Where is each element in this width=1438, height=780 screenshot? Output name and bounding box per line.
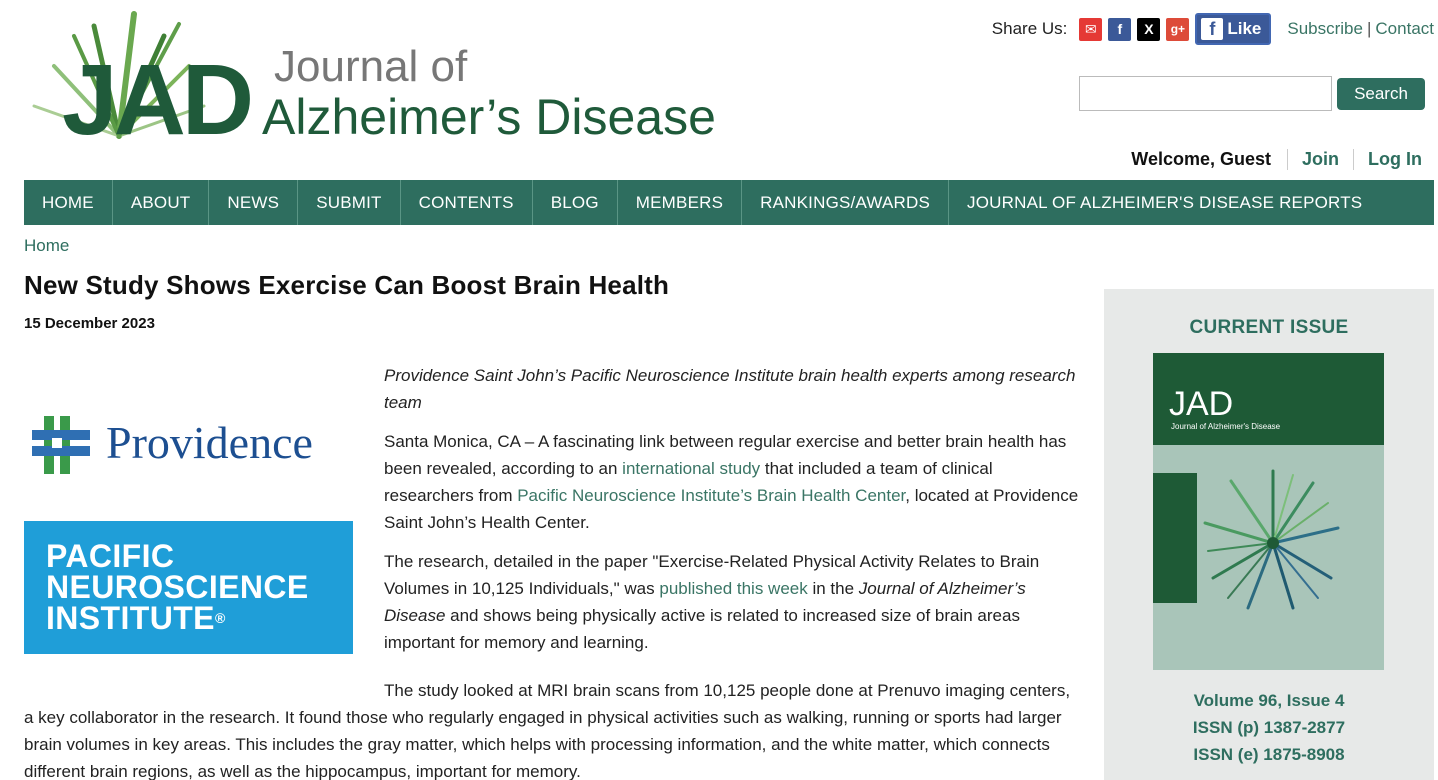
article-body <box>384 362 1084 668</box>
search-button[interactable]: Search <box>1337 78 1425 110</box>
pni-logo-line2: NEUROSCIENCE <box>46 569 309 605</box>
logo-line2: Alzheimer’s Disease <box>262 89 716 145</box>
main-nav <box>24 180 1434 225</box>
logo-line1: Journal of <box>274 42 468 91</box>
providence-cross-icon <box>32 416 90 474</box>
facebook-like-button[interactable] <box>1195 13 1271 45</box>
nav-members[interactable]: MEMBERS <box>618 180 742 225</box>
breadcrumb-home[interactable]: Home <box>24 236 70 255</box>
p1-text-c: , located at Providence Saint John’s Health Center. <box>384 486 1079 532</box>
contact-link[interactable]: Contact <box>1375 19 1434 38</box>
current-issue-sidebar <box>1104 289 1434 780</box>
cover-subtitle: Journal of Alzheimer's Disease <box>1171 422 1281 431</box>
fb-like-label: Like <box>1227 19 1262 38</box>
journal-name: Journal of Alzheimer’s Disease <box>384 579 1026 625</box>
nav-jad-reports[interactable]: JOURNAL OF ALZHEIMER'S DISEASE REPORTS <box>967 192 1363 212</box>
nav-submit[interactable]: SUBMIT <box>298 180 400 225</box>
p2-text-b: in the <box>807 579 859 598</box>
nav-rankings-awards[interactable]: RANKINGS/AWARDS <box>742 180 949 225</box>
jad-logo[interactable] <box>24 6 764 146</box>
p1-text-b: that included a team of clinical researchers from <box>384 459 993 505</box>
journal-cover-graphic <box>1153 353 1384 670</box>
current-issue-title: CURRENT ISSUE <box>1189 317 1349 338</box>
nav-about[interactable]: ABOUT <box>113 180 210 225</box>
nav-news[interactable]: NEWS <box>209 180 298 225</box>
article-paragraph-1 <box>384 428 1084 536</box>
join-link[interactable]: Join <box>1288 149 1354 170</box>
jad-logo-graphic <box>24 6 764 146</box>
issue-info <box>1104 687 1434 768</box>
subscribe-link[interactable]: Subscribe <box>1287 19 1363 38</box>
article-date: 15 December 2023 <box>24 315 155 332</box>
p2-text-a: The research, detailed in the paper "Exercise-Related Physical Activity Relates to Brain Volumes in 10,125 Individuals," was <box>384 552 1040 598</box>
login-link[interactable]: Log In <box>1368 148 1422 169</box>
nav-home[interactable]: HOME <box>24 180 113 225</box>
article-title: New Study Shows Exercise Can Boost Brain Health <box>24 270 670 300</box>
cover-title: JAD <box>1169 385 1234 423</box>
nav-blog[interactable]: BLOG <box>533 180 618 225</box>
site-header <box>24 0 1434 180</box>
top-links <box>1287 19 1434 39</box>
published-link[interactable]: published this week <box>659 579 808 598</box>
search-input[interactable] <box>1079 76 1332 111</box>
share-bar <box>992 13 1434 45</box>
p1-text-a: Santa Monica, CA – A fascinating link between regular exercise and better brain health has been revealed, according to an <box>384 432 1067 478</box>
welcome-text: Welcome, Guest <box>1131 149 1288 170</box>
user-welcome <box>1131 146 1434 172</box>
nav-contents[interactable]: CONTENTS <box>401 180 533 225</box>
issn-print: ISSN (p) 1387-2877 <box>1192 718 1346 737</box>
article-paragraph-2 <box>384 548 1084 656</box>
providence-logo-graphic <box>24 400 354 490</box>
international-study-link[interactable]: international study <box>622 459 761 478</box>
journal-cover[interactable] <box>1153 353 1384 670</box>
article-paragraph-3: The study looked at MRI brain scans from 10,125 people done at Prenuvo imaging centers, a key collaborator in the research. It found those who regularly engaged in physical activities such as walking, running or sports had larger brain volumes in key areas. This includes the gray matter, which helps with processing information, and the white matter, which connects different brain regions, as well as the hippocampus, important for memory. <box>24 681 1071 780</box>
facebook-icon: f <box>1201 18 1223 40</box>
providence-logo <box>24 400 354 490</box>
email-icon[interactable]: ✉ <box>1079 18 1102 41</box>
p2-text-c: and shows being physically active is related to increased size of brain areas important for memory and learning. <box>384 606 1020 652</box>
x-icon[interactable]: X <box>1137 18 1160 41</box>
google-plus-icon[interactable]: g+ <box>1166 18 1189 41</box>
pni-brain-health-link[interactable]: Pacific Neuroscience Institute’s Brain Health Center <box>517 486 906 505</box>
share-label: Share Us: <box>991 19 1068 38</box>
issue-volume[interactable]: Volume 96, Issue 4 <box>1193 691 1345 710</box>
providence-logo-text: Providence <box>106 417 313 468</box>
pni-reg-mark: ® <box>214 610 226 626</box>
issn-electronic: ISSN (e) 1875-8908 <box>1193 745 1345 764</box>
article-lede: Providence Saint John’s Pacific Neuroscience Institute brain health experts among research team <box>384 366 1076 412</box>
pni-logo-line3-wrap <box>46 600 353 636</box>
facebook-icon[interactable]: f <box>1108 18 1131 41</box>
pni-logo-line1: PACIFIC <box>46 538 175 574</box>
logo-letters: JAD <box>62 44 251 146</box>
pni-logo-line3: INSTITUTE <box>46 600 215 636</box>
link-separator: | <box>1366 19 1372 38</box>
pni-logo <box>24 521 353 654</box>
